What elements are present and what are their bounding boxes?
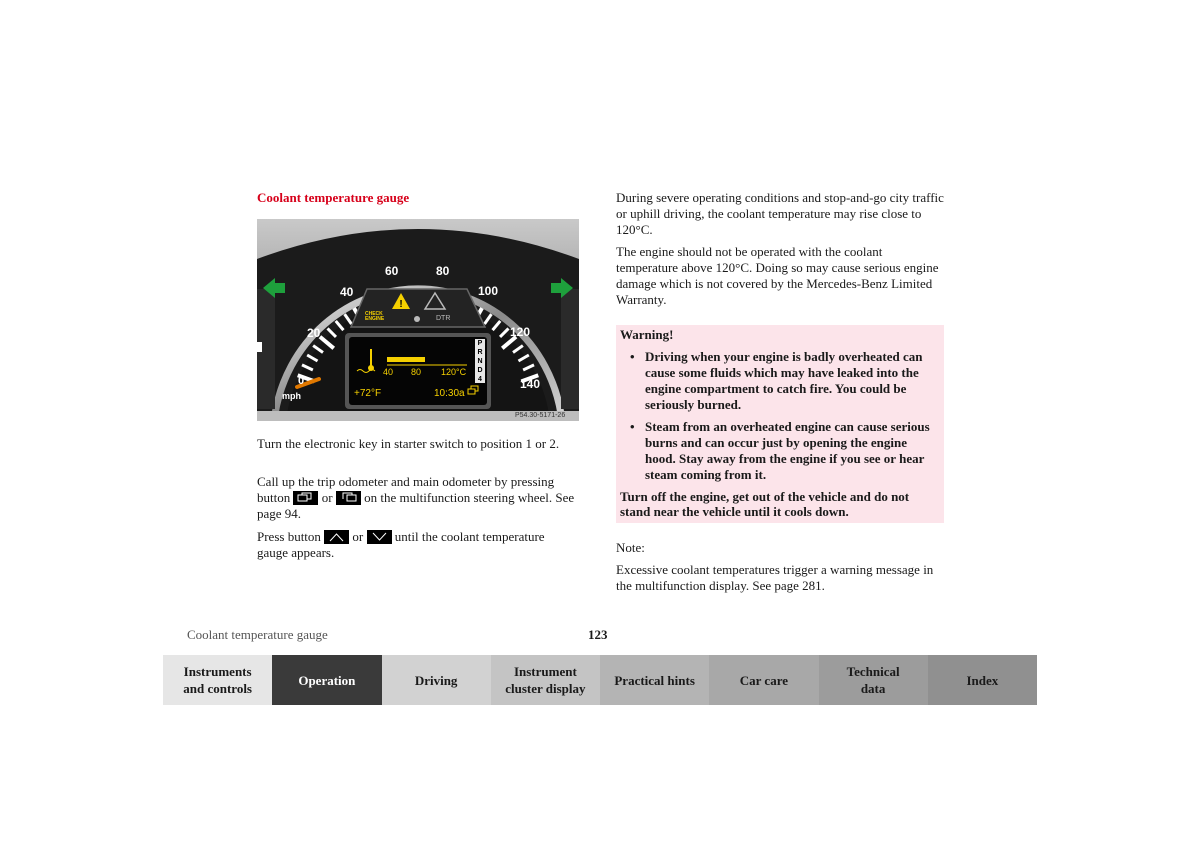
warning-box [616, 325, 944, 523]
tab-instrument-cluster-display[interactable] [491, 655, 600, 705]
instruction-gauge-or: or [352, 529, 364, 544]
warning-item-text: Steam from an overheated engine can cause serious burns and can occur just by opening the engine hood. Stay away from the engine if you see or hear steam coming from it. [645, 419, 930, 482]
instruction-key-position: Turn the electronic key in starter switch to position 1 or 2. [257, 436, 560, 451]
speed-label-140: 140 [520, 377, 541, 391]
gear-letters: P R N D 4 [477, 340, 483, 383]
speed-label-80: 80 [436, 264, 450, 278]
note-label: Note: [616, 540, 645, 555]
odometer-button-prev-icon [293, 491, 318, 505]
outside-temperature: +72°F [354, 388, 382, 399]
tab-index[interactable] [928, 655, 1037, 705]
footer-section-title: Coolant temperature gauge [187, 627, 328, 642]
gauge-mark-80: 80 [411, 367, 422, 377]
warning-item [620, 349, 940, 413]
speed-label-120: 120 [510, 325, 531, 339]
tab-label: Instrument cluster display [505, 664, 586, 696]
instrument-cluster-figure [257, 219, 579, 421]
odometer-button-next-icon [336, 491, 361, 505]
tab-label: Instruments and controls [183, 664, 252, 696]
speed-unit: mph [282, 391, 301, 401]
tab-label: Car care [739, 672, 788, 688]
note-text: Excessive coolant temperatures trigger a warning message in the multifunction display. See page 281. [616, 562, 934, 593]
warning-item [620, 419, 940, 483]
warning-list [620, 349, 940, 483]
gauge-mark-40: 40 [383, 367, 394, 377]
speed-label-20: 20 [307, 326, 321, 340]
page-number: 123 [588, 627, 608, 642]
instruction-odometer-text-a: Call up the trip odometer and main odometer by pressing button [257, 474, 555, 505]
tab-driving[interactable] [382, 655, 491, 705]
tab-car-care[interactable] [709, 655, 818, 705]
instruction-odometer [257, 474, 577, 522]
tab-label: Practical hints [614, 672, 695, 688]
figure-reference: P54.30-5171-26 [515, 412, 566, 419]
speed-label-60: 60 [385, 264, 399, 278]
tab-label: Operation [298, 672, 356, 688]
instruction-odometer-or: or [321, 490, 333, 505]
instruction-gauge-buttons [257, 529, 577, 561]
speed-label-40: 40 [340, 285, 354, 299]
arrow-down-button-icon [367, 530, 392, 544]
warning-title: Warning! [620, 327, 674, 342]
speed-label-0: 0 [298, 375, 305, 387]
check-engine-label: CHECK ENGINE [365, 311, 385, 322]
speed-label-100: 100 [478, 284, 499, 298]
tab-practical-hints[interactable] [600, 655, 709, 705]
arrow-up-button-icon [324, 530, 349, 544]
turn-left-arrow-icon [263, 278, 285, 298]
headlamp-icon [414, 316, 420, 322]
chapter-tabs [163, 655, 1037, 705]
dtr-label: DTR [436, 315, 451, 322]
tab-instruments-and-controls[interactable] [163, 655, 272, 705]
turn-right-arrow-icon [551, 278, 573, 298]
engine-damage-paragraph: The engine should not be operated with the coolant temperature above 120°C. Doing so may cause serious engine damage which is not covered by the Mercedes-Benz Limited Warranty. [616, 244, 939, 307]
gauge-mark-120: 120°C [441, 367, 467, 377]
svg-text:!: ! [399, 299, 403, 310]
tab-label: Index [966, 672, 999, 688]
instruction-odometer-text-b: on the multifunction steering wheel. See page 94. [257, 490, 575, 521]
warning-item-text: Driving when your engine is badly overheated can cause some fluids which may have leaked into the engine compartment to catch fire. You could be seriously burned. [645, 349, 923, 412]
bullet: • [630, 349, 635, 364]
instruction-gauge-text-b: until the coolant temperature gauge appears. [257, 529, 545, 560]
tab-label: Technical data [846, 664, 900, 696]
instruction-gauge-text-a: Press button [257, 529, 321, 544]
section-heading: Coolant temperature gauge [257, 190, 410, 205]
tab-technical-data[interactable] [819, 655, 928, 705]
clock-readout: 10:30a [434, 388, 465, 399]
bullet: • [630, 419, 635, 434]
tab-label: Driving [414, 672, 458, 688]
warning-footer: Turn off the engine, get out of the vehicle and do not stand near the vehicle until it cools down. [620, 489, 910, 519]
tab-operation[interactable] [272, 655, 381, 705]
severe-conditions-paragraph: During severe operating conditions and stop-and-go city traffic or uphill driving, the coolant temperature may rise close to 120°C. [616, 190, 944, 237]
coolant-temp-bar [387, 357, 425, 362]
